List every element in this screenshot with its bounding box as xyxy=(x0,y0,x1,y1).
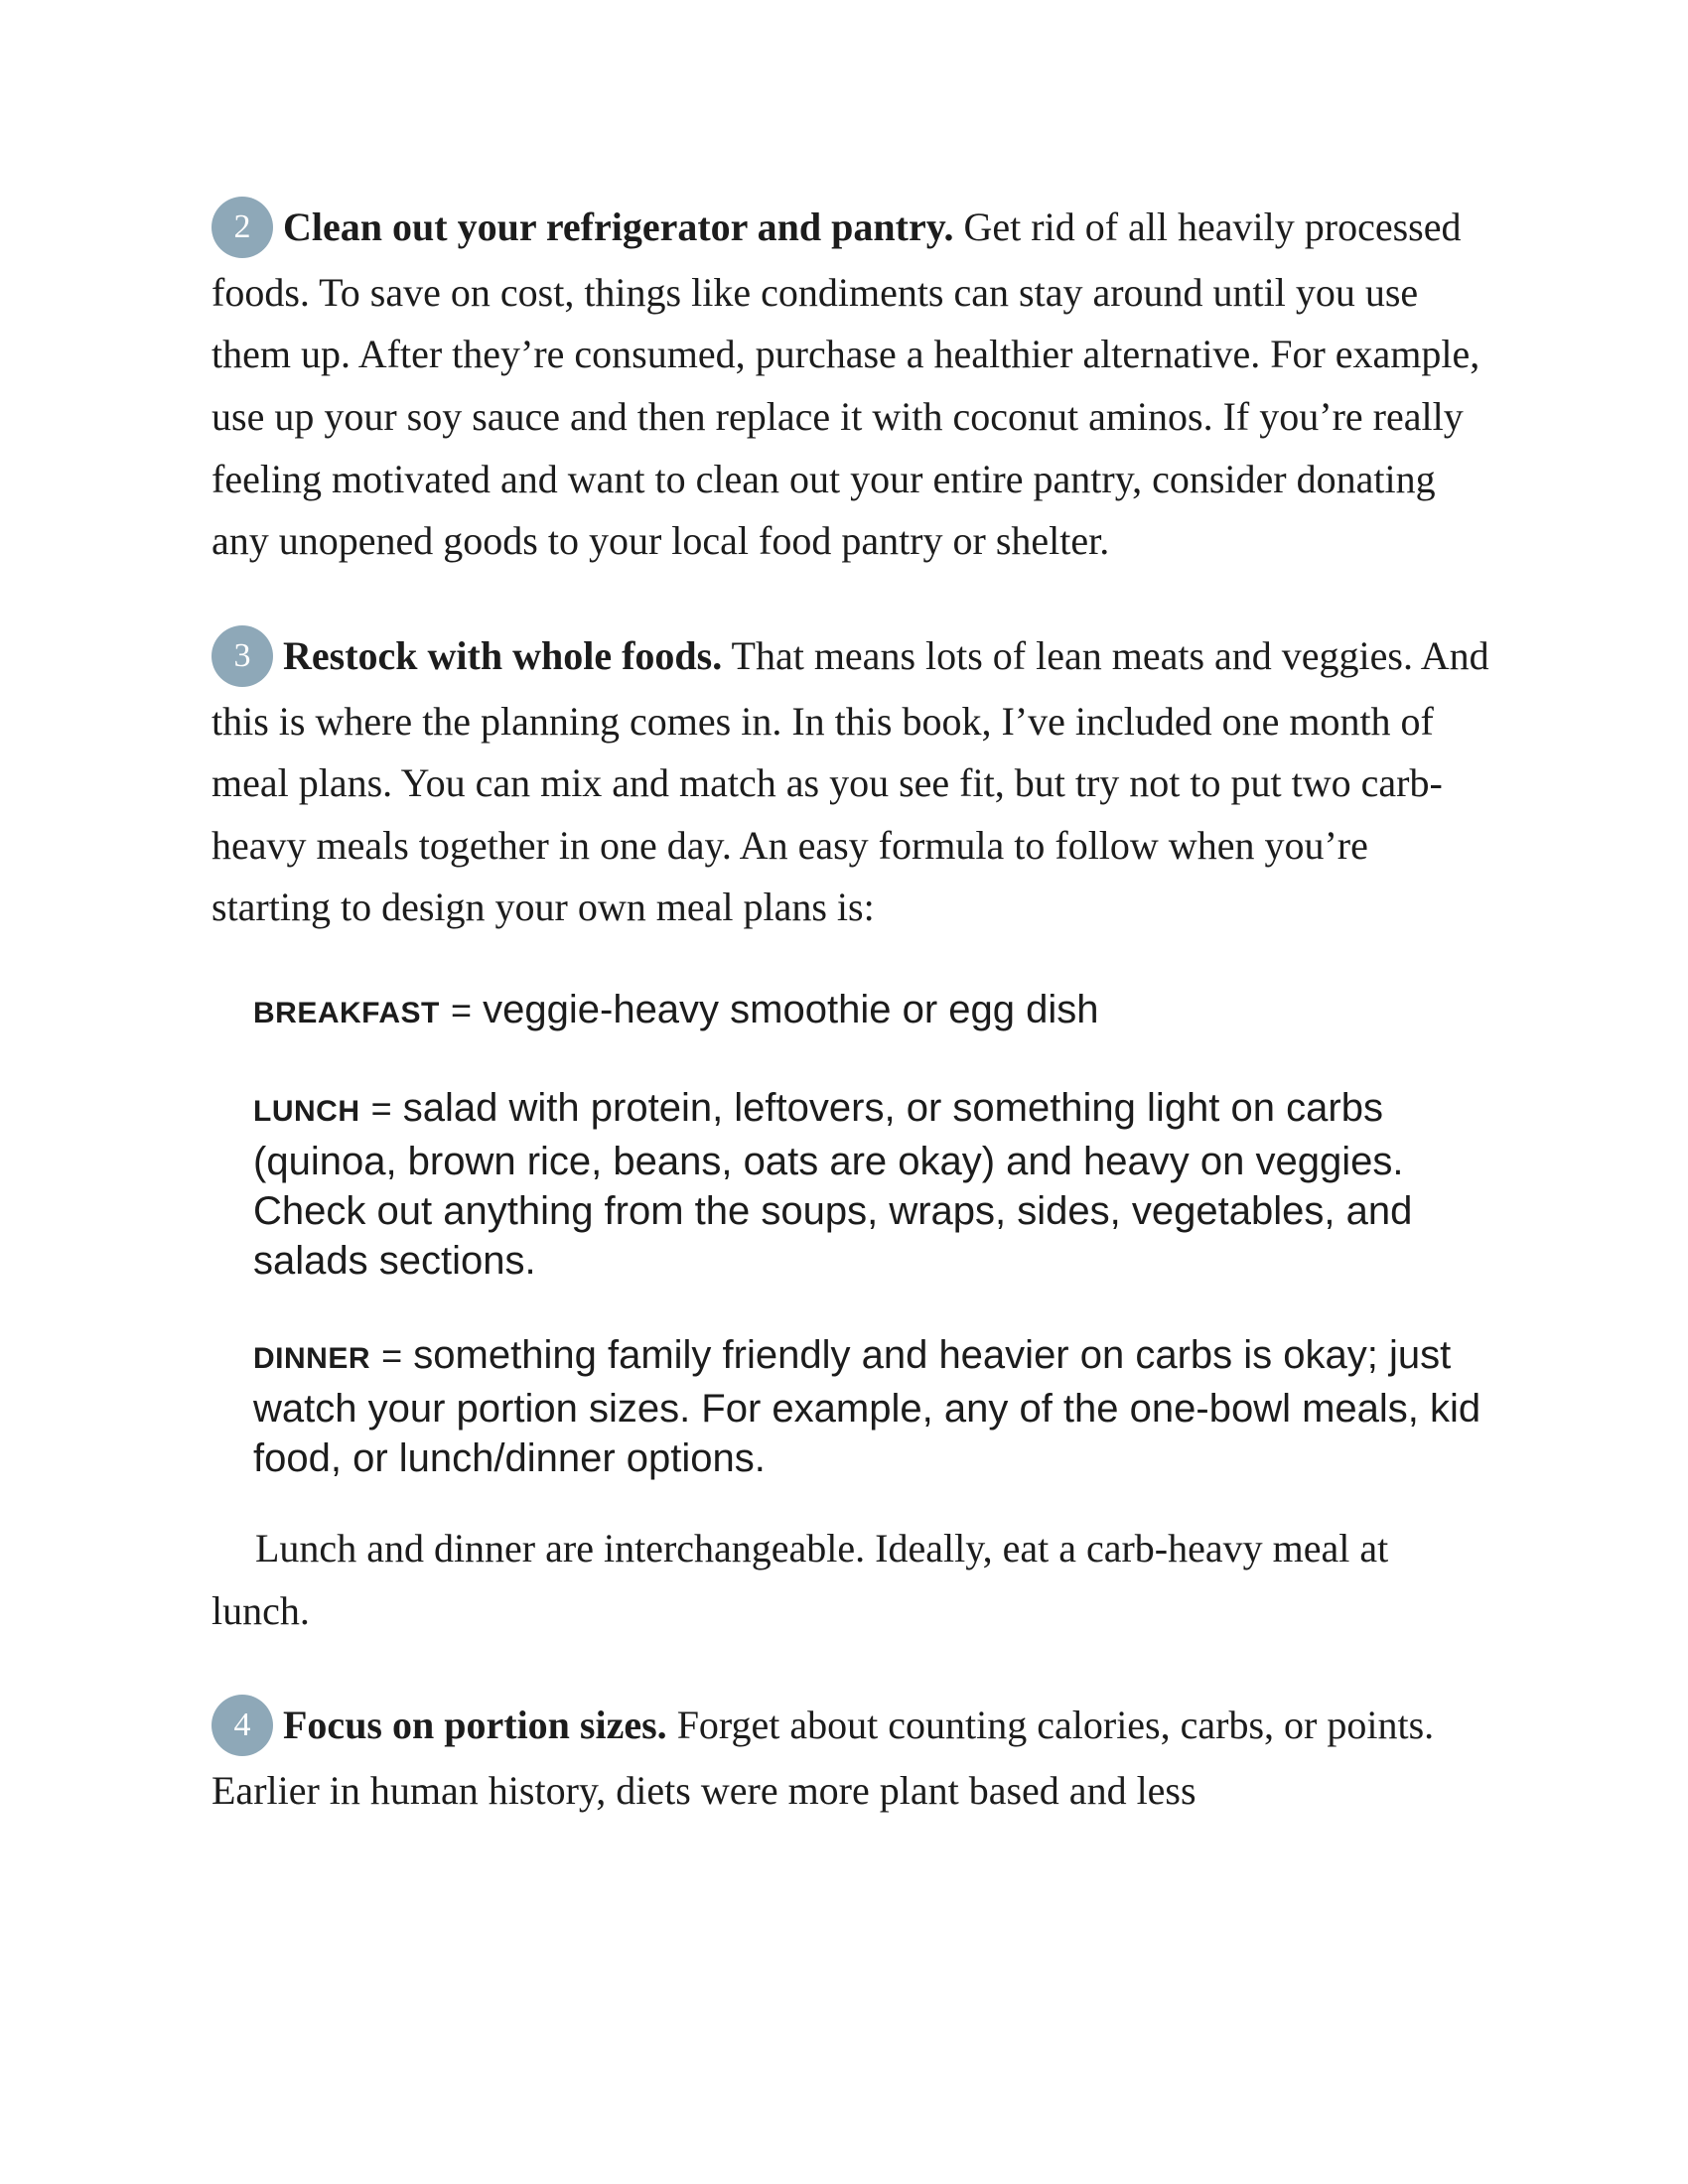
step-2 xyxy=(211,197,1492,573)
formula-equals: = xyxy=(370,1087,392,1129)
formula-label: LUNCH xyxy=(253,1094,360,1128)
step-title: Focus on portion sizes. xyxy=(283,1703,667,1748)
step-number-badge: 4 xyxy=(211,1695,273,1756)
formula-text: veggie-heavy smoothie or egg dish xyxy=(483,987,1099,1031)
formula-lunch xyxy=(253,1083,1484,1286)
formula-text: salad with protein, leftovers, or something light on carbs (quinoa, brown rice, beans, oats are okay) and heavy on veggies. Check out anything from the soups, wraps, sides, vegetables, and salads sections. xyxy=(253,1085,1413,1283)
step-number-badge: 3 xyxy=(211,625,273,687)
step-title: Clean out your refrigerator and pantry. xyxy=(283,205,954,249)
spacer xyxy=(211,573,1492,625)
step-body: Get rid of all heavily processed foods. To save on cost, things like condiments can stay around until you use them up. After they’re consumed, purchase a healthier alternative. For example, use up your soy sauce and then replace it with coconut aminos. If you’re really feeling motivated and want to clean out your entire pantry, consider donating any unopened goods to your local food pantry or shelter. xyxy=(211,205,1480,564)
formula-dinner xyxy=(253,1330,1484,1483)
formula-label: BREAKFAST xyxy=(253,996,440,1029)
step-4 xyxy=(211,1695,1492,1822)
formula-equals: = xyxy=(450,989,472,1030)
formula-text: something family friendly and heavier on carbs is okay; just watch your portion sizes. For example, any of the one-bowl meals, kid food, or lunch/dinner options. xyxy=(253,1332,1481,1480)
formula-label: DINNER xyxy=(253,1341,371,1375)
step-body: Forget about counting calories, carbs, or points. Earlier in human history, diets were more plant based and less xyxy=(211,1703,1435,1813)
step-title: Restock with whole foods. xyxy=(283,632,723,678)
formula-equals: = xyxy=(381,1334,403,1376)
meal-plan-formula xyxy=(253,985,1484,1483)
step-number-badge: 2 xyxy=(211,197,273,258)
step-body: That means lots of lean meats and veggies. And this is where the planning comes in. In this book, I’ve included one month of meal plans. You can mix and match as you see fit, but try not to put two carb-heavy meals together in one day. An easy formula to follow when you’re starting to design your own meal plans is: xyxy=(211,632,1489,930)
interchangeable-note: Lunch and dinner are interchangeable. Ideally, eat a carb-heavy meal at lunch. xyxy=(211,1525,1389,1633)
formula-breakfast xyxy=(253,985,1484,1038)
step-3 xyxy=(211,625,1492,939)
page-content xyxy=(211,197,1492,1823)
spacer xyxy=(211,1642,1492,1695)
